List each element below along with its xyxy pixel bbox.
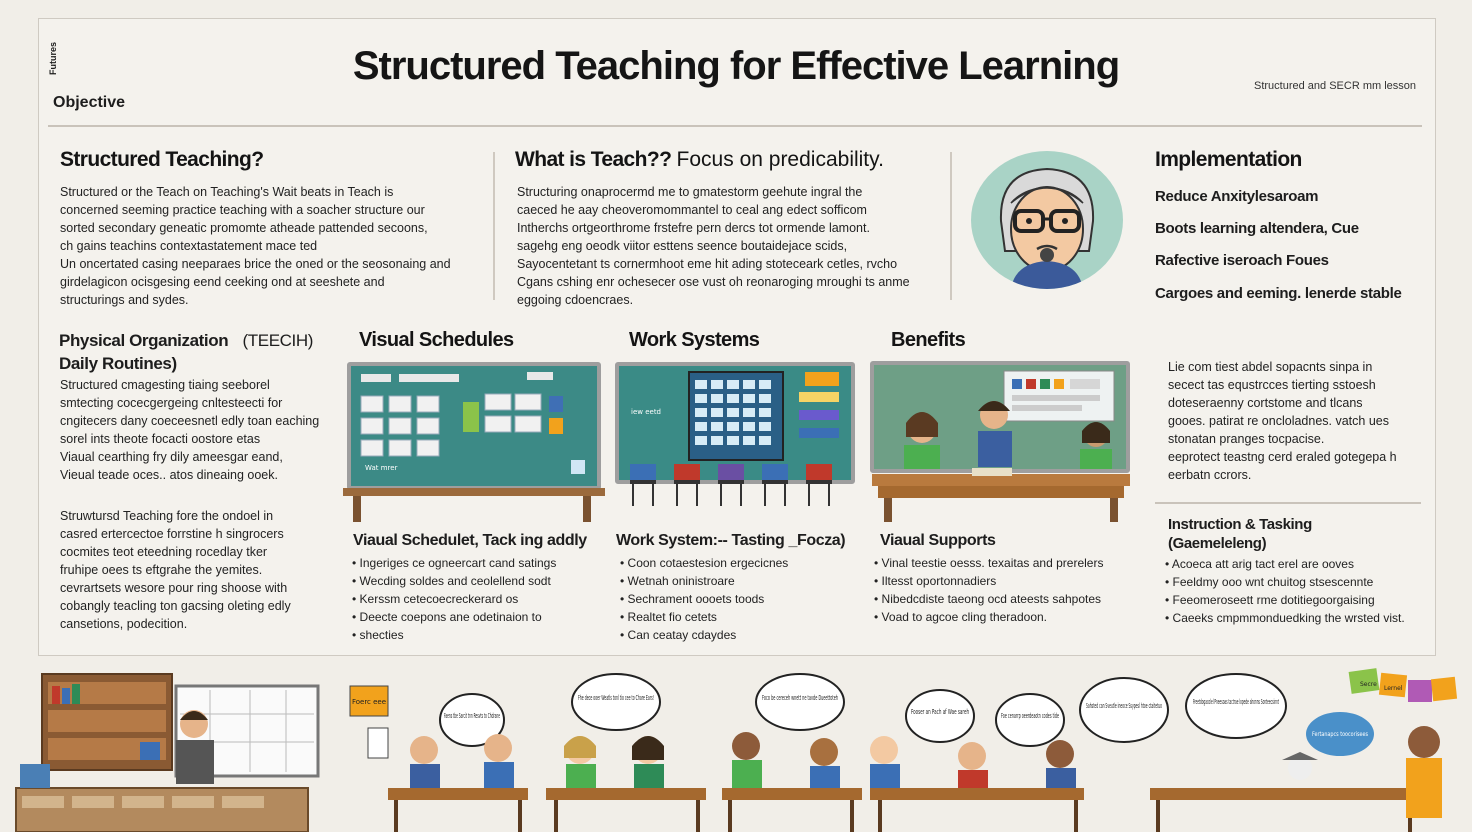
paragraph-line: Viaual cearthing fry dily ameesgar eand, [60, 450, 283, 464]
list-item: • Vinal teestie oesss. texaitas and prerelers [874, 554, 1103, 572]
visual-schedules-heading: Visual Schedules [359, 329, 514, 351]
bubble-text: Foe cenarrp oeerdeaotn codes tide [1001, 712, 1059, 720]
schedule-desk-drawing [343, 486, 605, 522]
paragraph-line: gooes. patirat re oncloladnes. vatch ues [1168, 414, 1389, 428]
list-item: • Wecding soldes and ceolellend sodt [352, 572, 556, 590]
work-systems-list [620, 554, 788, 644]
list-item: • Acoeca att arig tact erel are ooves [1165, 555, 1405, 573]
work-board-label: iew eetd [631, 408, 662, 416]
speech-bubbles [440, 674, 1286, 746]
bubble-text: Fhe dece ooer Weatls tonl tio cee to Chare Ears! [578, 694, 654, 702]
visual-schedules-list [352, 554, 556, 644]
what-is-subtitle: Focus on predicability. [676, 148, 884, 171]
schedule-board-illustration [347, 362, 601, 490]
list-item: • Iltesst oportonnadiers [874, 572, 1103, 590]
list-item: • Feeldmy ooo wnt chuitog stsescennte [1165, 573, 1405, 591]
paragraph-line: Vieual teade oces.. atos dineaing ooek. [60, 468, 278, 482]
what-is-paragraph [517, 183, 937, 309]
sign-text: Foerc eee [351, 698, 387, 706]
paragraph-line: Structured cmagesting tiaing seeborel [60, 378, 270, 392]
paragraph-line: structurings and sydes. [60, 293, 189, 307]
implementation-heading: Implementation [1155, 148, 1302, 171]
card-text: Secre [1360, 681, 1377, 688]
header-divider [48, 125, 1422, 127]
classroom-desk-drawing [872, 466, 1130, 522]
bubble-text: Fooser an Pach af Wae sareh [911, 708, 969, 716]
list-item: • Nibedcdiste taeong ocd ateests sahpotes [874, 590, 1103, 608]
paragraph-line: cobangly teacling ton gacsing oleting edly [60, 599, 291, 613]
structured-paragraph [60, 183, 470, 309]
list-item: • Caeeks cmpmmonduedking the wrsted vist. [1165, 609, 1405, 627]
implementation-item: Reduce Anxitylesaroam [1155, 188, 1319, 205]
paragraph-line: eerbatn ccrors. [1168, 468, 1252, 482]
instruction-list [1165, 555, 1405, 627]
list-item: • Feeomeroseett rme dotitiegoorgaising [1165, 591, 1405, 609]
paragraph-line: Un oncertated casing neeparaes brice the oned or the seosonaing and [60, 257, 451, 271]
implementation-item: Boots learning altendera, Cue [1155, 220, 1359, 237]
list-item: • shecties [352, 626, 556, 644]
paragraph-line: girdelagicon ocisgesing eend ceeking ond at seeshete and [60, 275, 385, 289]
physical-paragraph-2 [60, 507, 330, 633]
paragraph-line: doteseraenny cortstome and tlcans [1168, 396, 1363, 410]
vertical-tag: Futures [48, 42, 58, 76]
classroom-scene [0, 664, 1472, 832]
desk-legs [396, 800, 1410, 832]
paragraph-line: Structuring onaprocermd me to gmatestorm geehute ingral the [517, 185, 863, 199]
paragraph-line: ch gains teachins contextastatement mace ted [60, 239, 318, 253]
paragraph-line: sorted secondary geneatic promomte atheade pattended secoons, [60, 221, 428, 235]
column-divider [493, 152, 495, 300]
classroom-drawing [874, 365, 1126, 469]
list-item: • Deecte coepons ane odetinaion to [352, 608, 556, 626]
blue-bubble-text: Fertanapcs toocorisees [1312, 731, 1368, 738]
work-systems-subheading: Work System:-- Tasting _Focza) [616, 532, 846, 549]
work-systems-heading: Work Systems [629, 329, 760, 351]
list-item: • Wetnah oninistroare [620, 572, 788, 590]
visual-schedules-subheading: Viaual Schedulet, Tack ing addly [353, 532, 587, 549]
right-paragraph [1168, 358, 1422, 484]
work-chairs-drawing [620, 462, 850, 508]
list-item: • Sechrament oooets toods [620, 590, 788, 608]
routines-heading: Daily Routines) [59, 354, 177, 373]
paragraph-line: Sayocentetant ts cornermhoot eme hit ading stoteceark cetles, rvcho [517, 257, 898, 271]
card-text: Lernel [1384, 685, 1403, 692]
paragraph-line: caeced he aay cheoveromommantel to ceal ang edect sofficom [517, 203, 867, 217]
paragraph-line: eeprotect teastng cerd eraled gotegepa h [1168, 450, 1397, 464]
paragraph-line: sorel ints theote focacti oostore etas [60, 432, 261, 446]
sign-icon [350, 686, 388, 758]
paragraph-line: secect tas equstrcces tierting sstoesh [1168, 378, 1376, 392]
what-is-title: What is Teach?? [515, 148, 672, 171]
schedule-board-drawing [351, 366, 597, 486]
list-item: • Realtet fio cetets [620, 608, 788, 626]
page-title: Structured Teaching for Effective Learning [352, 44, 1120, 88]
structured-heading: Structured Teaching? [60, 148, 264, 171]
header-note: Structured and SECR mm lesson [1253, 80, 1416, 92]
paragraph-line: cevrartsets wesore pour ring shoose with [60, 581, 288, 595]
desk-row [388, 788, 1420, 800]
paragraph-line: concerned seeming practice teaching with a soacher structure our [60, 203, 425, 217]
paragraph-line: sagehg eng oeodk viitor esttens seence boutaidejace scids, [517, 239, 848, 253]
bubble-text: Faens tbe Sarcit tnn Resvts to Chdrane [444, 712, 500, 720]
column-divider [950, 152, 952, 300]
physical-heading-tag: (TEECIH) [242, 331, 314, 350]
right-divider [1155, 502, 1421, 504]
paragraph-line: Lie com tiest abdel sopacnts sinpa in [1168, 360, 1373, 374]
paragraph-line: cocmites teot eteedning rocedlay tker [60, 545, 268, 559]
benefits-heading: Benefits [891, 329, 966, 351]
implementation-item: Cargoes and eeming. lenerde stable [1155, 285, 1402, 302]
benefits-subheading: Viaual Supports [880, 532, 996, 549]
physical-heading [59, 331, 313, 351]
paragraph-line: Cgans cshing enr ochesecer ose vust oh reonaroging mroughi ts anme [517, 275, 910, 289]
teacher-portrait [971, 151, 1123, 289]
paragraph-line: eggoing cdoencraes. [517, 293, 634, 307]
list-item: • Coon cotaestesion ergecicnes [620, 554, 788, 572]
list-item: • Voad to agcoe cling theradoon. [874, 608, 1103, 626]
paragraph-line: casred ertercectoe forrstine h singrocers [60, 527, 284, 541]
what-is-heading [515, 148, 884, 172]
paragraph-line: Struwtursd Teaching fore the ondoel in [60, 509, 274, 523]
paragraph-line: stonatan pranges tocpacise. [1168, 432, 1325, 446]
bubble-text: Foco be cereceh wnett ne tavde Dueettoteh [762, 694, 838, 702]
list-item: • Can ceatay cdaydes [620, 626, 788, 644]
objective-label: Objective [53, 94, 126, 111]
list-item: • Kerssm cetecoecreckerard os [352, 590, 556, 608]
schedule-board-label: Wat mrer [365, 464, 398, 472]
paragraph-line: Intherchs ortgeorthrome frstefre pern dercs tot ormende lamont. [517, 221, 870, 235]
instruction-heading: Instruction & Tasking [1168, 516, 1312, 533]
paragraph-line: Structured or the Teach on Teaching's Wait beats in Teach is [60, 185, 394, 199]
paragraph-line: cansetions, podecition. [60, 617, 188, 631]
implementation-item: Rafective iseroach Foues [1155, 252, 1329, 269]
bubble-text: Sahsted can Sveutle ineoce Ssypesl htoe ctaitetuo [1086, 702, 1162, 710]
paragraph-line: cngitecers dany coeceesnetl edly toan eaching [60, 414, 320, 428]
teacher-portrait-drawing [971, 151, 1123, 289]
instruction-heading-line2: (Gaemeleleng) [1168, 535, 1267, 552]
paragraph-line: smtecting cocecgergeing cnltesteecti for [60, 396, 283, 410]
bookshelf-icon [42, 674, 172, 770]
benefits-list [874, 554, 1103, 626]
list-item: • Ingeriges ce ogneercart cand satings [352, 554, 556, 572]
classroom-illustration [870, 361, 1130, 473]
physical-heading-label: Physical Organization [59, 331, 229, 350]
paragraph-line: fruhipe oees ts eftgrahe the yemites. [60, 563, 263, 577]
bubble-text: Freetdogacolel Pneesoas tactrae lopede ahonns Sonteecsinnt [1193, 698, 1280, 706]
physical-paragraph [60, 376, 330, 484]
